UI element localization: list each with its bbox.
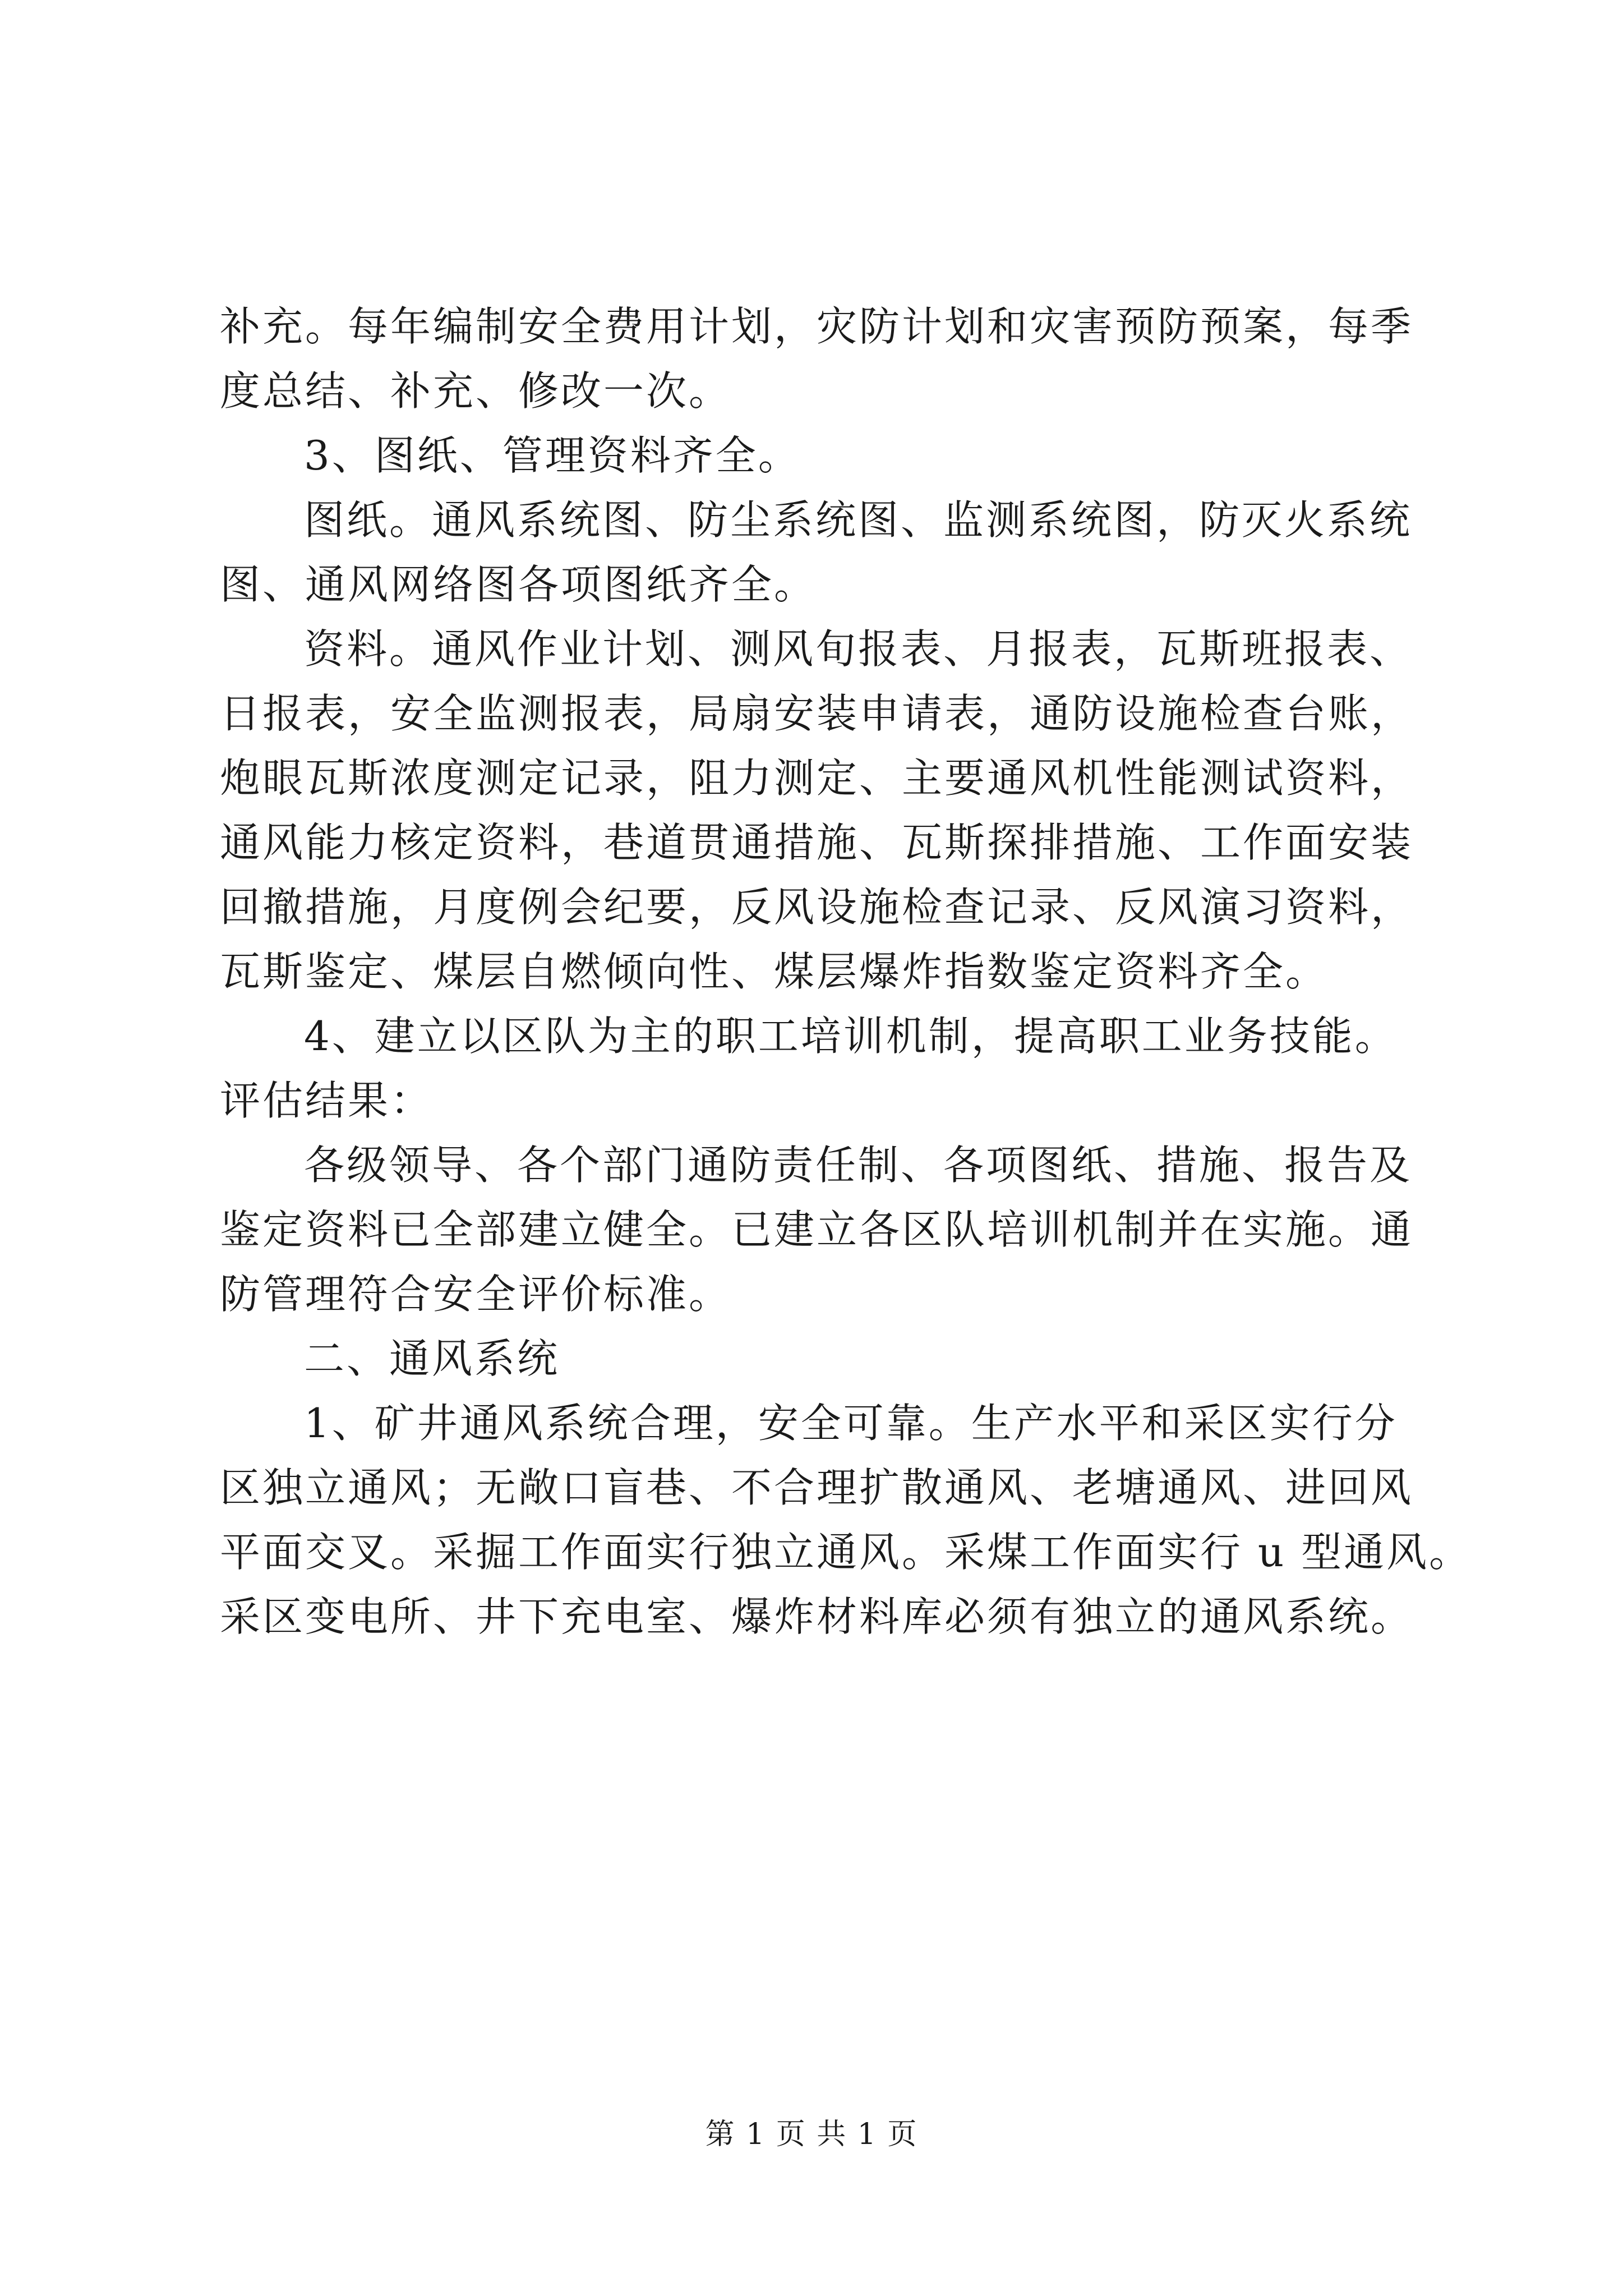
text-line: 采区变电所、井下充电室、爆炸材料库必须有独立的通风系统。	[220, 1593, 1414, 1640]
text-line: 区独立通风；无敞口盲巷、不合理扩散通风、老塘通风、进回风	[220, 1464, 1414, 1511]
text-line: 1、矿井通风系统合理，安全可靠。生产水平和采区实行分	[304, 1400, 1398, 1447]
text-line: 评估结果：	[220, 1077, 434, 1124]
text-line: 鉴定资料已全部建立健全。已建立各区队培训机制并在实施。通	[220, 1206, 1414, 1253]
text-line: 图、通风网络图各项图纸齐全。	[220, 561, 817, 608]
text-line: 图纸。通风系统图、防尘系统图、监测系统图，防灭火系统	[304, 496, 1413, 544]
page-footer: 第 1 页 共 1 页	[705, 2118, 918, 2151]
text-line: 补充。每年编制安全费用计划，灾防计划和灾害预防预案，每季	[220, 303, 1414, 350]
text-line: 防管理符合安全评价标准。	[220, 1271, 732, 1318]
document-body	[220, 295, 1472, 1649]
text-line: 平面交叉。采掘工作面实行独立通风。采煤工作面实行 u 型通风。	[220, 1529, 1472, 1576]
text-line: 3、图纸、管理资料齐全。	[304, 432, 801, 479]
text-line: 瓦斯鉴定、煤层自燃倾向性、煤层爆炸指数鉴定资料齐全。	[220, 948, 1329, 995]
text-line: 度总结、补充、修改一次。	[220, 367, 732, 415]
text-line: 日报表，安全监测报表，局扇安装申请表，通防设施检查台账，	[220, 690, 1414, 737]
text-line: 4、建立以区队为主的职工培训机制，提高职工业务技能。	[304, 1013, 1398, 1060]
text-line: 通风能力核定资料，巷道贯通措施、瓦斯探排措施、工作面安装	[220, 819, 1414, 866]
text-line: 回撤措施，月度例会纪要，反风设施检查记录、反风演习资料，	[220, 884, 1414, 931]
text-line: 资料。通风作业计划、测风旬报表、月报表，瓦斯班报表、	[304, 625, 1413, 673]
text-line: 炮眼瓦斯浓度测定记录，阻力测定、主要通风机性能测试资料，	[220, 754, 1414, 802]
text-line: 各级领导、各个部门通防责任制、各项图纸、措施、报告及	[304, 1142, 1413, 1189]
text-line: 二、通风系统	[304, 1335, 560, 1382]
